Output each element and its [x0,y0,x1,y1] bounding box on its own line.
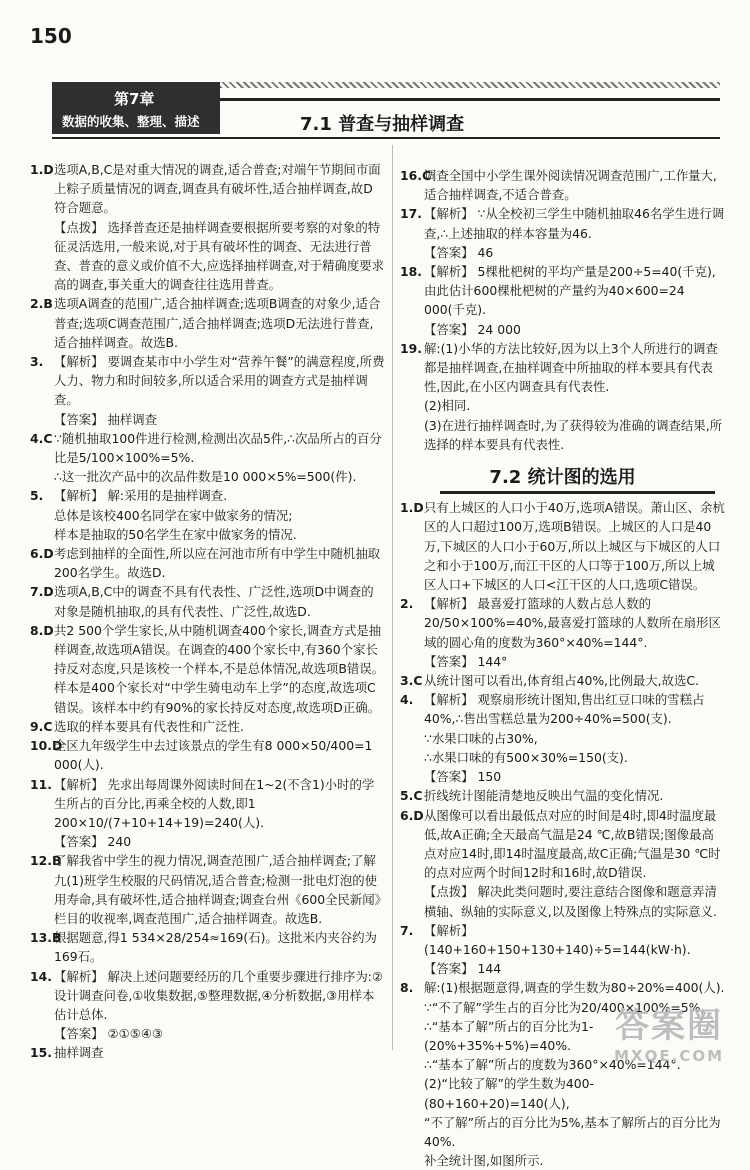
answer-line [400,882,725,920]
answer-item [400,262,725,339]
answer-item [30,775,385,852]
question-number: 3. [30,354,44,370]
question-number: 4.C [30,430,53,446]
answer-line [400,690,725,728]
answer-line [30,160,385,218]
answer-item [30,717,385,736]
answer-item [30,736,385,774]
answer-text: ∴水果口味的有500×30%=150(支). [424,749,628,765]
answer-text: 【解析】 (140+160+150+130+140)÷5=144(kW·h). [424,922,691,957]
question-number: 19. [400,340,422,356]
answer-line [400,729,725,748]
left-column [30,160,385,1063]
answer-text: (2)“比较了解”的学生数为400-(80+160+20)=140(人), [424,1076,595,1111]
answer-item [30,352,385,429]
answer-item [30,486,385,544]
answer-text: 全区九年级学生中去过该景点的学生有8 000×50/400=1 000(人). [54,738,373,773]
answer-line [30,621,385,717]
watermark-logo [614,998,724,1065]
answer-item [400,594,725,671]
question-number: 14. [30,968,52,984]
question-number: 11. [30,776,52,792]
answer-line [400,671,725,690]
answer-text: 共2 500个学生家长,从中随机调查400个家长,调查方式是抽样调查,故选项A错误。在调查的400个家长中,有360个家长持反对态度,只是该校一个样本,不是总体情况,故选项B错误。样本是400个家长对“中学生骑电动车上学”的态度,故选项C错误。该样本中约有90%的家长持反对态度,故选项D正确。 [54,622,385,715]
answer-line [400,748,725,767]
answer-item [30,582,385,620]
answer-item [400,671,725,690]
answer-item [400,204,725,262]
question-number: 5. [30,488,44,504]
answer-line [400,594,725,652]
answer-text: 【解析】 解决上述问题要经历的几个重要步骤进行排序为:②设计调查问卷,①收集数据,⑤整理数据,④分析数据,③用样本估计总体. [54,968,383,1022]
answer-text: 解:(1)根据题意得,调查的学生数为80÷20%=400(人). [424,980,725,996]
question-number: 1.D [400,500,424,516]
answer-line [30,1043,385,1062]
answer-text: 考虑到抽样的全面性,所以应在河池市所有中学生中随机抽取200名学生。故选D. [54,546,381,581]
answer-text: 从图像可以看出最低点对应的时间是4时,即4时温度最低,故A正确;全天最高气温是24 ℃,故B错误;图像最高点对应14时,即14时温度最高,故C正确;气温是30 ℃时的点对应两个时间12时和16时,故D错误. [424,807,721,881]
answer-text: 【解析】 5棵枇杷树的平均产量是200÷5=40(千克),由此估计600棵枇杷树的产量约为40×600=24 000(千克). [424,264,716,318]
section-header-7-2 [400,468,725,488]
answer-text: ∴“基本了解”所占的度数为360°×40%=144°. [424,1057,681,1073]
answer-item [30,621,385,717]
question-number: 18. [400,264,422,280]
answer-line [30,582,385,620]
answer-text: (3)在进行抽样调查时,为了获得较为准确的调查结果,所选择的样本要具有代表性. [424,417,723,452]
answer-line [30,486,385,505]
answer-line [30,352,385,410]
question-number: 5.C [400,788,423,804]
answer-text: 【答案】 150 [424,769,502,785]
answer-text: 【解析】 观察扇形统计图知,售出红豆口味的雪糕占40%,∴售出雪糕总量为200÷40%=500(支). [424,692,705,727]
question-number: 7. [400,922,414,938]
answer-text: ∵“不了解”学生占的百分比为20/400×100%=5%, [424,999,705,1015]
answer-text: 【解析】 要调查某市中小学生对“营养午餐”的满意程度,所费人力、物力和时间较多,所以适合采用的调查方式是抽样调查。 [54,354,385,408]
answer-item [400,786,725,805]
chapter-title: 第7章 [114,90,155,108]
question-number: 4. [400,692,414,708]
answer-line [400,978,725,997]
answer-item [30,967,385,1044]
answer-item [30,160,385,218]
answer-line [30,928,385,966]
answer-line [400,204,725,242]
question-number: 16.C [400,168,432,183]
answer-text: 折线统计图能清楚地反映出气温的变化情况. [424,788,664,804]
answer-line [400,1074,725,1112]
answer-line [400,652,725,671]
watermark-line1: 答案圈 [615,1006,724,1046]
answer-text: 【解析】 解:采用的是抽样调查. [54,488,228,504]
question-number: 6.D [400,807,424,823]
answer-item [30,928,385,966]
answer-text: “不了解”所占的百分比为5%,基本了解所占的百分比为40%. [424,1114,721,1149]
header-stripe [220,82,720,88]
answer-text: 【答案】 抽样调查 [54,411,158,427]
answer-line [400,166,725,204]
answer-text: 【点拨】 选择普查还是抽样调查要根据所要考察的对象的特征灵活选用,一般来说,对于具有破坏性的调查、无法进行普查、普查的意义或价值不大,应选择抽样调查,对于精确度要求高的调查,事关重大的调查往往选用普查。 [54,219,385,293]
answer-text: 调查全国中小学生课外阅读情况调查范围广,工作量大,适合抽样调查,不适合普查。 [424,168,717,203]
answer-text: 【答案】 240 [54,834,132,850]
answer-text: ∴这一批次产品中的次品件数是10 000×5%=500(件). [54,469,357,485]
section-title-7-1: 7.1 普查与抽样调查 [300,114,465,135]
chapter-subtitle: 数据的收集、整理、描述 [62,114,200,129]
answer-item [30,851,385,928]
answer-text: 【答案】 144° [424,653,508,669]
answer-item [400,921,725,979]
answer-text: 补全统计图,如图所示. [424,1153,544,1169]
answer-text: 从统计图可以看出,体育组占40%,比例最大,故选C. [424,673,699,689]
answer-text: 选取的样本要具有代表性和广泛性. [54,718,244,734]
answer-text: 了解我省中学生的视力情况,调查范围广,适合抽样调查;了解九(1)班学生校服的尺码情况,适合普查;检测一批电灯泡的使用寿命,具有破坏性,适合抽样调查;调查台州《600全民新闻》栏目的收视率,调查范围广,适合抽样调查。故选B. [54,853,381,926]
answer-text: 选项A,B,C中的调查不具有代表性、广泛性,选项D中调查的对象是随机抽取,的具有代表性、广泛性,故选D. [54,584,374,619]
answer-item [400,498,725,594]
answer-line [30,1024,385,1043]
answer-line [30,851,385,928]
question-number: 13.B [30,930,62,946]
answer-item [30,294,385,352]
answer-line [30,525,385,544]
question-number: 2. [400,596,414,612]
column-divider [392,145,393,1050]
header-rule-bottom [52,137,720,139]
question-number: 10.D [30,738,63,754]
question-number: 8.D [30,622,54,638]
answer-item [400,166,725,204]
question-number: 15. [30,1045,52,1061]
answer-text: 【答案】 ②①⑤④③ [54,1026,164,1042]
answer-text: 【解析】 最喜爱打篮球的人数占总人数的20/50×100%=40%,最喜爱打篮球的人数所在扇形区域的圆心角的度数为360°×40%=144°. [424,596,721,650]
answer-text: 选项A调查的范围广,适合抽样调查;选项B调查的对象少,适合普查;选项C调查范围广,适合抽样调查;选项D无法进行普查,适合抽样调查。故选B. [54,296,381,350]
answer-text: 根据题意,得1 534×28/254≈169(石)。这批米内夹谷约为169石。 [54,930,377,965]
watermark-line2: MXQE.COM [614,1047,724,1065]
answer-line [400,1151,725,1170]
section-title-7-2: 7.2 统计图的选用 [489,467,636,489]
question-number: 2.B [30,296,53,312]
answer-line [30,736,385,774]
answer-text: 【答案】 144 [424,961,502,977]
answer-line [30,218,385,295]
answer-line [30,832,385,851]
answer-item [400,806,725,921]
answer-line [400,921,725,959]
answer-line [30,775,385,833]
answer-line [30,967,385,1025]
answer-item [400,690,725,786]
question-number: 3.C [400,673,423,689]
answer-item [30,429,385,487]
answer-text: 【答案】 46 [424,244,494,260]
answer-text: 【答案】 24 000 [424,321,521,337]
answer-line [400,243,725,262]
answer-line [30,717,385,736]
answer-line [400,806,725,883]
answer-line [400,767,725,786]
chapter-banner [52,82,220,134]
answer-text: 选项A,B,C是对重大情况的调查,适合普查;对端午节期间市面上粽子质量情况的调查,调查具有破坏性,适合抽样调查,故D符合题意。 [54,162,381,216]
question-number: 9.C [30,718,53,734]
answer-text: ∵水果口味的占30%, [424,730,538,746]
answer-text: 样本是抽取的50名学生在家中做家务的情况. [54,526,297,542]
answer-line [400,786,725,805]
answer-text: ∵随机抽取100件进行检测,检测出次品5件,∴次品所占的百分比是5/100×100%=5%. [54,430,382,466]
question-number: 6.D [30,546,54,562]
answer-line [400,320,725,339]
answer-item [30,544,385,582]
question-number: 17. [400,206,422,222]
answer-text: 总体是该校400名同学在家中做家务的情况; [54,507,293,523]
answer-line [400,959,725,978]
answer-text: 解:(1)小华的方法比较好,因为以上3个人所进行的调查都是抽样调查,在抽样调查中所抽取的样本要具有代表性,因此,在小区内调查具有代表性. [424,340,718,395]
answer-text: 抽样调查 [54,1045,104,1061]
answer-line [400,339,725,397]
answer-line [400,262,725,320]
question-number: 8. [400,980,414,996]
answer-line [400,396,725,415]
answer-line [30,467,385,486]
answer-line [400,416,725,454]
answer-line [30,544,385,582]
question-number: 12.B [30,853,62,869]
answer-text: 【解析】 ∵从全校初三学生中随机抽取46名学生进行调查,∴上述抽取的样本容量为46. [424,206,725,241]
header-rule [220,98,720,101]
answer-item [30,1043,385,1062]
page-number: 150 [30,24,72,48]
answer-line [400,498,725,594]
answer-text: 只有上城区的人口小于40万,选项A错误。萧山区、余杭区的人口超过100万,选项B错误。上城区的人口是40万,下城区的人口小于60万,所以上城区与下城区的人口之和小于100万,而江干区的人口等于100万,所以上城区人口+下城区的人口<江干区的人口,选项C错误。 [424,500,725,593]
answer-line [30,429,385,467]
answer-text: (2)相同. [424,398,471,414]
question-number: 1.D [30,162,54,177]
answer-item [30,218,385,295]
question-number: 7.D [30,584,54,600]
answer-line [30,410,385,429]
answer-text: ∴“基本了解”所占的百分比为1-(20%+35%+5%)=40%. [424,1018,594,1053]
answer-line [30,506,385,525]
answer-item [400,339,725,454]
answer-line [30,294,385,352]
answer-text: 【解析】 先求出每周课外阅读时间在1~2(不含1)小时的学生所占的百分比,再乘全校的人数,即1 200×10/(7+10+14+19)=240(人). [54,776,375,830]
answer-text: 【点拨】 解决此类问题时,要注意结合图像和题意弄清横轴、纵轴的实际意义,以及图像上特殊点的实际意义. [424,884,717,919]
answer-line [400,1113,725,1151]
